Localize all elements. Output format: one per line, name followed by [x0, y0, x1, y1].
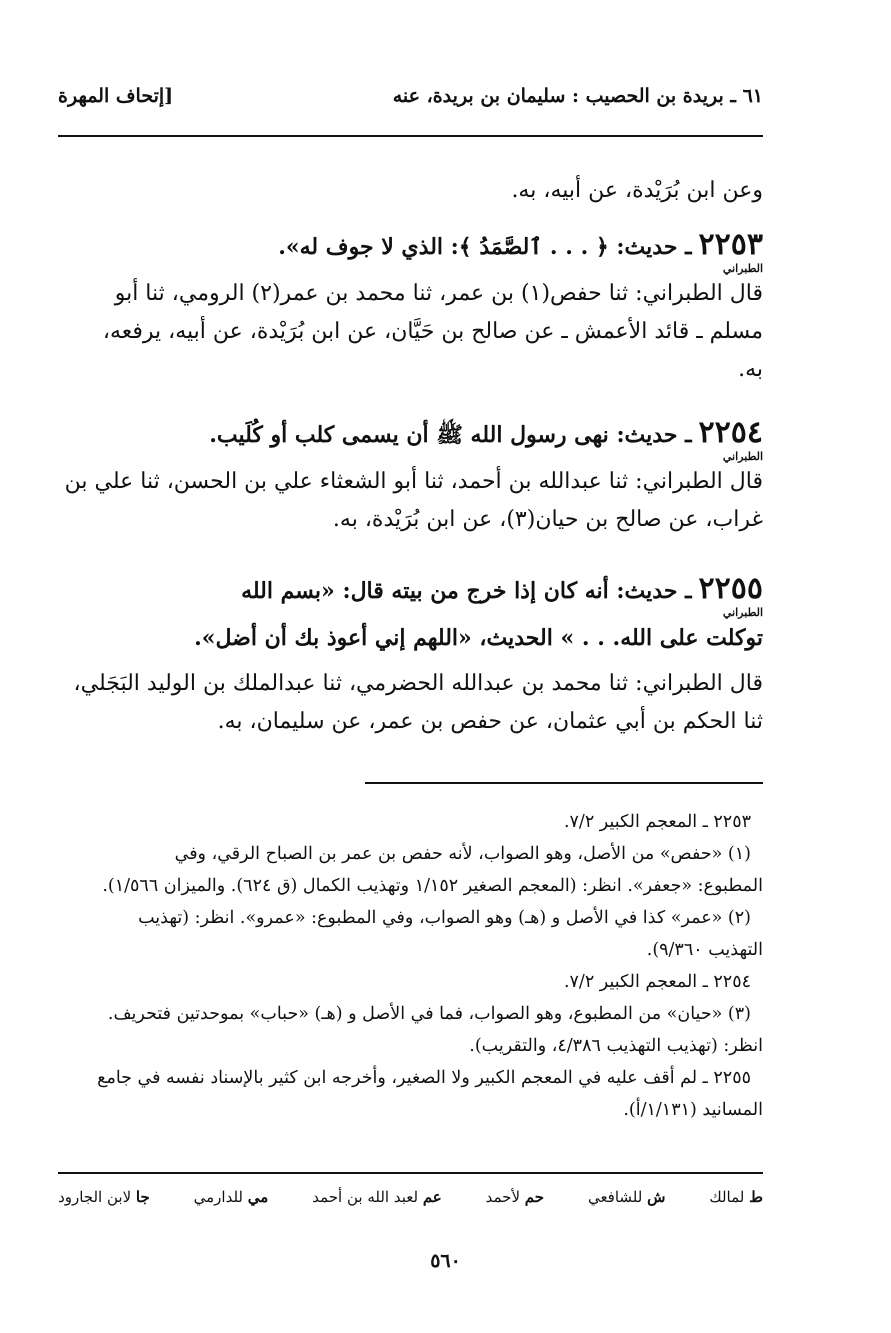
- hadith-entry-2254: [58, 414, 763, 539]
- abbreviations-legend: [58, 1188, 763, 1206]
- entry-heading-text: ـ حديث: أنه كان إذا خرج من بيته قال: «بسم الله: [241, 578, 692, 604]
- entry-heading: [58, 414, 763, 455]
- intro-line: وعن ابن بُرَيْدة، عن أبيه، به.: [511, 178, 763, 203]
- page-number: ٥٦٠: [430, 1250, 461, 1272]
- entry-line: مسلم ـ قائد الأعمش ـ عن صالح بن حَيَّان، عن ابن بُرَيْدة، عن أبيه، يرفعه،: [102, 319, 763, 344]
- entry-line: قال الطبراني: ثنا حفص(١) بن عمر، ثنا محمد بن عمر(٢) الرومي، ثنا أبو: [114, 281, 763, 306]
- entry-heading: [58, 570, 763, 611]
- abbreviation-item: جا لابن الجارود: [58, 1188, 150, 1206]
- entry-number: ٢٢٥٥: [698, 571, 763, 606]
- abbreviation-item: مي للدارمي: [193, 1188, 269, 1206]
- entry-heading-continued: توكلت على الله. . . » الحديث، «اللهم إني أعوذ بك أن أضل».: [194, 625, 763, 651]
- footnotes: [58, 806, 763, 1126]
- entry-heading-text: ـ حديث: نهى رسول الله ﷺ أن يسمى كلب أو كُلَيب.: [209, 422, 692, 448]
- footnote-line: المطبوع: «جعفر». انظر: (المعجم الصغير ١/١٥٢ وتهذيب الكمال (ق ٦٢٤). والميزان ١/٥٦٦).: [102, 876, 763, 896]
- source-tag: الطبراني: [722, 450, 763, 463]
- entry-number: ٢٢٥٤: [698, 415, 763, 450]
- entry-heading: [58, 226, 763, 267]
- entry-line: غراب، عن صالح بن حيان(٣)، عن ابن بُرَيْدة، به.: [332, 507, 763, 532]
- footnote-separator: [365, 782, 763, 784]
- footnote-line: (٣) «حيان» من المطبوع، وهو الصواب، فما في الأصل و (هـ) «حباب» بموحدتين فتحريف.: [107, 1004, 751, 1024]
- source-tag: الطبراني: [722, 262, 763, 275]
- entry-line: به.: [738, 357, 763, 382]
- footnote-line: المسانيد (١/١٣١/أ).: [623, 1100, 763, 1120]
- running-header-book: [إتحاف المهرة: [58, 85, 174, 107]
- source-tag: الطبراني: [722, 606, 763, 619]
- footnote-line: ٢٢٥٥ ـ لم أقف عليه في المعجم الكبير ولا الصغير، وأخرجه ابن كثير بالإسناد نفسه في جامع: [97, 1068, 751, 1088]
- footnote-line: (١) «حفص» من الأصل، وهو الصواب، لأنه حفص بن عمر بن الصباح الرقي، وفي: [174, 844, 751, 864]
- entry-line: قال الطبراني: ثنا محمد بن عبدالله الحضرمي، ثنا عبدالملك بن الوليد البَجَلي،: [73, 671, 763, 696]
- hadith-entry-2253: [58, 226, 763, 389]
- hadith-entry-2255: [58, 570, 763, 741]
- abbreviation-item: ط لمالك: [709, 1188, 763, 1206]
- abbreviation-item: ش للشافعي: [587, 1188, 666, 1206]
- abbreviation-item: حم لأحمد: [485, 1188, 545, 1206]
- entry-line: قال الطبراني: ثنا عبدالله بن أحمد، ثنا أبو الشعثاء علي بن الحسن، ثنا علي بن: [64, 469, 763, 494]
- abbreviations-rule: [58, 1172, 763, 1174]
- abbreviation-item: عم لعبد الله بن أحمد: [312, 1188, 442, 1206]
- header-rule: [58, 135, 763, 137]
- entry-heading-text: ـ حديث: ﴿ . . . ٱلصَّمَدُ ﴾: الذي لا جوف له».: [278, 234, 692, 260]
- footnote-line: (٢) «عمر» كذا في الأصل و (هـ) وهو الصواب، وفي المطبوع: «عمرو». انظر: (تهذيب: [138, 908, 751, 928]
- entry-number: ٢٢٥٣: [698, 227, 763, 262]
- entry-line: ثنا الحكم بن أبي عثمان، عن حفص بن عمر، عن سليمان، به.: [217, 709, 763, 734]
- footnote-line: التهذيب ٩/٣٦٠).: [646, 940, 763, 960]
- running-header-chapter: ٦١ ـ بريدة بن الحصيب : سليمان بن بريدة، عنه: [392, 85, 763, 107]
- footnote-line: انظر: (تهذيب التهذيب ٤/٣٨٦، والتقريب).: [469, 1036, 763, 1056]
- footnote-line: ٢٢٥٣ ـ المعجم الكبير ٧/٢.: [563, 812, 751, 832]
- footnote-line: ٢٢٥٤ ـ المعجم الكبير ٧/٢.: [563, 972, 751, 992]
